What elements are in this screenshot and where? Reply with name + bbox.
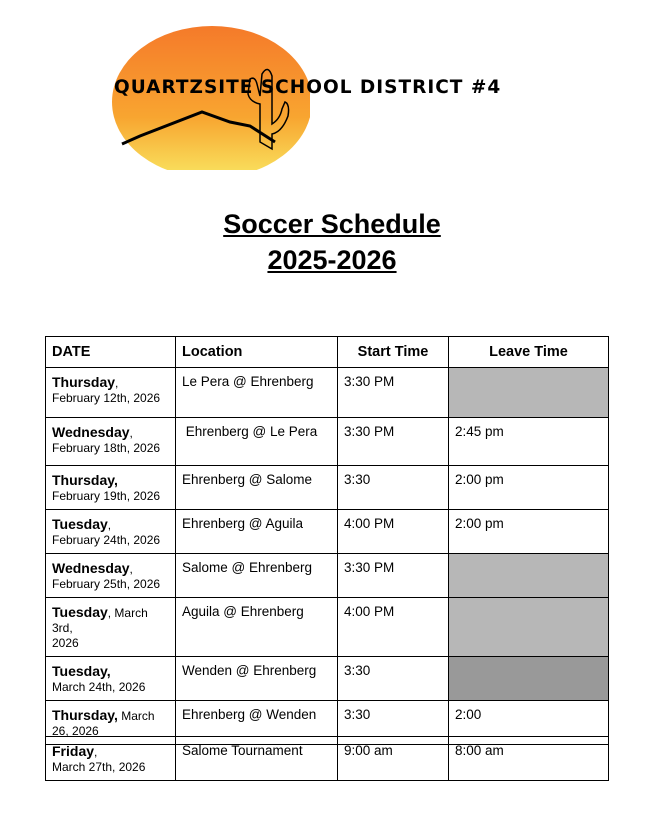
header-date: DATE (46, 337, 176, 368)
start-time-cell: 4:00 PM (338, 598, 449, 657)
date-cell (46, 466, 176, 510)
header-location: Location (176, 337, 338, 368)
location-cell: Salome @ Ehrenberg (176, 554, 338, 598)
header-start-time: Start Time (338, 337, 449, 368)
date-cell (46, 554, 176, 598)
table-row (46, 418, 609, 466)
page-subtitle: 2025-2026 (267, 245, 397, 275)
date: March 27th, 2026 (52, 760, 146, 774)
table-header-row (46, 337, 609, 368)
date-cell (46, 598, 176, 657)
start-time-cell: 3:30 PM (338, 554, 449, 598)
day-rest: , (129, 426, 133, 440)
start-time-cell: 4:00 PM (338, 510, 449, 554)
table-row (46, 368, 609, 418)
district-name: QUARTZSITE SCHOOL DISTRICT #4 (114, 77, 502, 98)
day: Thursday, (52, 707, 118, 723)
date: February 19th, 2026 (52, 489, 161, 503)
leave-time-cell (449, 554, 609, 598)
day-rest: , (107, 518, 112, 532)
header-leave-time: Leave Time (449, 337, 609, 368)
location-cell: Ehrenberg @ Wenden (176, 701, 338, 745)
table-row (46, 466, 609, 510)
date-cell (46, 368, 176, 418)
location-cell: Aguila @ Ehrenberg (176, 598, 338, 657)
location-cell: Ehrenberg @ Aguila (176, 510, 338, 554)
page-title: Soccer Schedule (223, 209, 441, 239)
day: Thursday (52, 374, 116, 390)
location-cell: Wenden @ Ehrenberg (176, 657, 338, 701)
date-cell (46, 657, 176, 701)
location-cell: Ehrenberg @ Salome (176, 466, 338, 510)
day: Wednesday (52, 424, 130, 440)
start-time-cell: 3:30 (338, 466, 449, 510)
date-cell (46, 418, 176, 466)
table-row (46, 510, 609, 554)
location-cell: Salome Tournament (176, 737, 338, 781)
leave-time-cell (449, 657, 609, 701)
leave-time-cell: 2:00 pm (449, 510, 609, 554)
table-row (46, 657, 609, 701)
day: Friday (52, 743, 95, 759)
leave-time-cell: 2:00 (449, 701, 609, 745)
table-row (46, 598, 609, 657)
day: Tuesday (52, 516, 108, 532)
day-rest: March (117, 709, 155, 723)
date: 2026 (52, 636, 79, 650)
leave-time-cell: 8:00 am (449, 737, 609, 781)
day: Wednesday (52, 560, 130, 576)
table-row (46, 737, 609, 781)
district-logo (110, 24, 550, 170)
date: February 24th, 2026 (52, 533, 161, 547)
day: Tuesday (52, 604, 108, 620)
table-row (46, 554, 609, 598)
start-time-cell: 3:30 PM (338, 418, 449, 466)
start-time-cell: 3:30 (338, 657, 449, 701)
day-rest: , (129, 562, 133, 576)
date: 26, 2026 (52, 724, 99, 738)
start-time-cell: 3:30 (338, 701, 449, 745)
leave-time-cell (449, 368, 609, 418)
date: February 18th, 2026 (52, 441, 161, 455)
date: February 25th, 2026 (52, 577, 161, 591)
date-cell (46, 510, 176, 554)
leave-time-cell: 2:00 pm (449, 466, 609, 510)
leave-time-cell: 2:45 pm (449, 418, 609, 466)
date: February 12th, 2026 (52, 391, 161, 405)
location-cell: Ehrenberg @ Le Pera (176, 418, 338, 466)
day-rest: , (115, 376, 119, 390)
day: Tuesday, (52, 663, 111, 679)
leave-time-cell (449, 598, 609, 657)
day: Thursday, (52, 472, 118, 488)
date: March 24th, 2026 (52, 680, 146, 694)
schedule-table (45, 336, 609, 745)
start-time-cell: 9:00 am (338, 737, 449, 781)
start-time-cell: 3:30 PM (338, 368, 449, 418)
tournament-table (45, 736, 609, 781)
day-rest: , March 3rd, (52, 606, 148, 635)
day-rest: , (94, 745, 98, 759)
date-cell (46, 737, 176, 781)
location-cell: Le Pera @ Ehrenberg (176, 368, 338, 418)
